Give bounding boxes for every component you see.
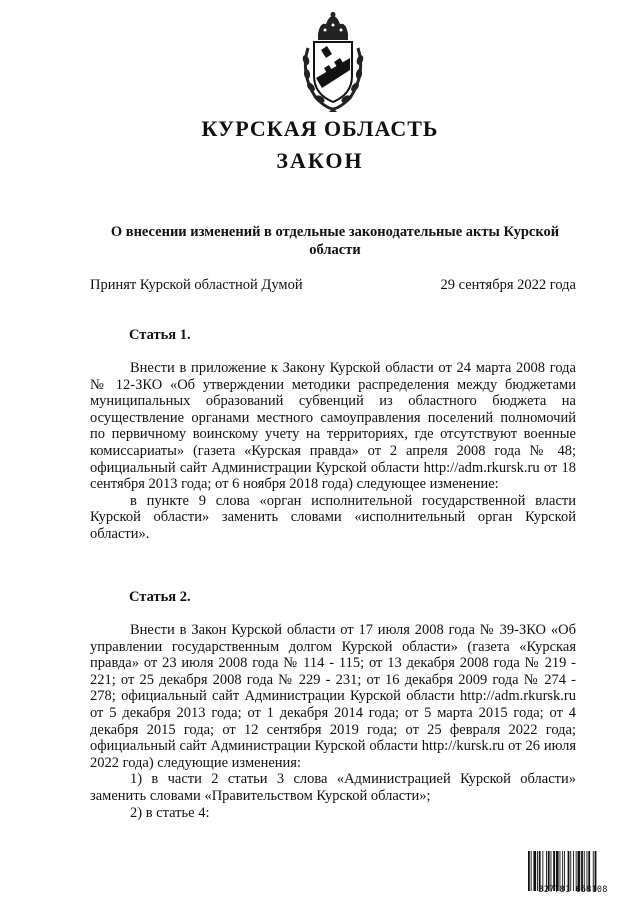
article-2-paragraph-1: Внести в Закон Курской области от 17 июля 2008 года № 39-ЗКО «Об управлении государственным долгом Курской области» (газета «Курская правда» от 23 июля 2008 года № 114 - 115; от 13 декабря 2008 года № 219 - 221; от 25 декабря 2008 года № 229 - 231; от 16 декабря 2009 года № 274 - 278; официальный сайт Администрации Курской области http://adm.rkursk.ru от 5 декабря 2013 года; от 1 декабря 2014 года; от 5 марта 2015 года; от 4 декабря 2015 года; от 12 сентября 2019 года; от 25 февраля 2022 года; официальный сайт Администрации Курской области http://kursk.ru от 26 июля 2022 года) следующие изменения: bbox=[90, 622, 576, 771]
article-2-paragraph-2: 1) в части 2 статьи 3 слова «Администрацией Курской области» заменить словами «Правительством Курской области»; bbox=[90, 771, 576, 804]
coat-of-arms-icon bbox=[296, 12, 370, 112]
article-1-title: Статья 1. bbox=[129, 327, 191, 343]
document-type-title: ЗАКОН bbox=[276, 148, 364, 173]
article-1-paragraph-2: в пункте 9 слова «орган исполнительной государственной власти Курской области» заменить словами «исполнительный орган Курской области». bbox=[90, 492, 576, 542]
adopted-date: 29 сентября 2022 года bbox=[440, 277, 576, 293]
adopted-by: Принят Курской областной Думой bbox=[90, 277, 303, 293]
article-2-body bbox=[90, 622, 576, 821]
article-1-paragraph-1: Внести в приложение к Закону Курской области от 24 марта 2008 года № 12-ЗКО «Об утверждении методики распределения между бюджетами муниципальных образований субвенций из областного бюджета на осуществление органами местного самоуправления поселений полномочий по первичному воинскому учету на территориях, где отсутствуют военные комиссариаты» (газета «Курская правда» от 2 апреля 2008 года № 48; официальный сайт Администрации Курской области http://adm.rkursk.ru от 18 сентября 2013 года; от 6 ноября 2018 года) следующее изменение: bbox=[90, 360, 576, 493]
article-1-body bbox=[90, 360, 576, 543]
barcode-number: 327781 658108 bbox=[538, 885, 608, 895]
article-2-paragraph-3: 2) в статье 4: bbox=[130, 804, 210, 821]
adoption-line bbox=[90, 276, 576, 294]
law-subject: О внесении изменений в отдельные законодательные акты Курской области bbox=[110, 224, 560, 258]
article-2-title: Статья 2. bbox=[129, 589, 191, 605]
region-title: КУРСКАЯ ОБЛАСТЬ bbox=[201, 116, 439, 141]
